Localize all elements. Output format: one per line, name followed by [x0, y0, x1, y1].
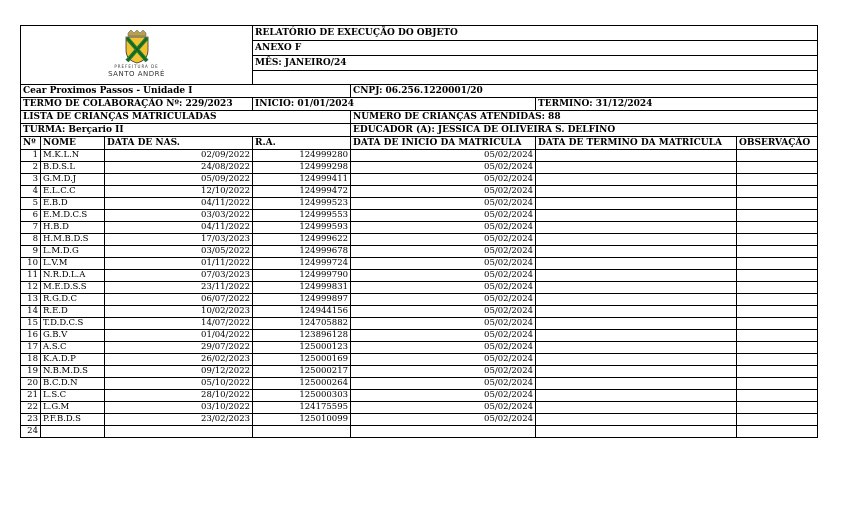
enrollment-end-cell [536, 174, 737, 186]
observation-cell [737, 246, 818, 258]
table-row [21, 186, 818, 198]
enrollment-start-cell: 05/02/2024 [351, 186, 536, 198]
observation-cell [737, 378, 818, 390]
ra-number-cell: 124999553 [253, 210, 351, 222]
observation-cell [737, 234, 818, 246]
unit-name: Cear Proximos Passos - Unidade I [21, 85, 351, 98]
enrollment-start-cell: 05/02/2024 [351, 198, 536, 210]
birth-date-cell: 05/10/2022 [105, 378, 253, 390]
child-name-cell: R.E.D [41, 306, 105, 318]
enrollment-end-cell [536, 246, 737, 258]
enrollment-end-cell [536, 426, 737, 438]
observation-cell [737, 402, 818, 414]
observation-cell [737, 186, 818, 198]
child-name-cell: M.E.D.S.S [41, 282, 105, 294]
logo-cell [21, 26, 253, 85]
birth-date-cell [105, 426, 253, 438]
enrollment-end-cell [536, 294, 737, 306]
educator-name: EDUCADOR (A): JESSICA DE OLIVEIRA S. DELFINO [351, 124, 818, 137]
enrollment-start-cell: 05/02/2024 [351, 378, 536, 390]
observation-cell [737, 210, 818, 222]
row-number-cell: 24 [21, 426, 41, 438]
child-name-cell: N.B.M.D.S [41, 366, 105, 378]
row-number-cell: 22 [21, 402, 41, 414]
cnpj-field: CNPJ: 06.256.1220001/20 [351, 85, 818, 98]
class-name: TURMA: Berçario II [21, 124, 351, 137]
column-header-row [21, 137, 818, 150]
ra-number-cell: 124944156 [253, 306, 351, 318]
ra-number-cell: 125000264 [253, 378, 351, 390]
enrollment-end-cell [536, 366, 737, 378]
col-header-ra: R.A. [253, 137, 351, 150]
col-header-end: DATA DE TERMINO DA MATRICULA [536, 137, 737, 150]
row-number-cell: 1 [21, 150, 41, 162]
birth-date-cell: 28/10/2022 [105, 390, 253, 402]
birth-date-cell: 17/03/2023 [105, 234, 253, 246]
row-number-cell: 13 [21, 294, 41, 306]
child-name-cell: B.D.S.L [41, 162, 105, 174]
coat-of-arms-icon [122, 30, 152, 64]
birth-date-cell: 04/11/2022 [105, 198, 253, 210]
observation-cell [737, 318, 818, 330]
enrollment-end-cell [536, 270, 737, 282]
table-row [21, 306, 818, 318]
ra-number-cell: 124999593 [253, 222, 351, 234]
list-title: LISTA DE CRIANÇAS MATRICULADAS [21, 111, 351, 124]
ra-number-cell: 124999411 [253, 174, 351, 186]
blank-header-cell [253, 71, 818, 85]
ra-number-cell: 125000303 [253, 390, 351, 402]
row-number-cell: 20 [21, 378, 41, 390]
observation-cell [737, 258, 818, 270]
observation-cell [737, 162, 818, 174]
enrollment-start-cell: 05/02/2024 [351, 222, 536, 234]
observation-cell [737, 306, 818, 318]
row-number-cell: 4 [21, 186, 41, 198]
row-number-cell: 23 [21, 414, 41, 426]
enrollment-start-cell: 05/02/2024 [351, 354, 536, 366]
ra-number-cell: 124999298 [253, 162, 351, 174]
enrollment-end-cell [536, 342, 737, 354]
birth-date-cell: 10/02/2023 [105, 306, 253, 318]
row-number-cell: 14 [21, 306, 41, 318]
table-row [21, 426, 818, 438]
birth-date-cell: 01/04/2022 [105, 330, 253, 342]
observation-cell [737, 174, 818, 186]
row-number-cell: 7 [21, 222, 41, 234]
birth-date-cell: 01/11/2022 [105, 258, 253, 270]
birth-date-cell: 29/07/2022 [105, 342, 253, 354]
observation-cell [737, 342, 818, 354]
enrollment-end-cell [536, 186, 737, 198]
enrollment-start-cell: 05/02/2024 [351, 234, 536, 246]
ra-number-cell: 123896128 [253, 330, 351, 342]
child-name-cell: L.S.C [41, 390, 105, 402]
observation-cell [737, 366, 818, 378]
child-name-cell: E.M.D.C.S [41, 210, 105, 222]
report-sheet [20, 25, 817, 438]
enrollment-start-cell: 05/02/2024 [351, 270, 536, 282]
col-header-number: Nº [21, 137, 41, 150]
santo-andre-logo [108, 30, 165, 78]
ra-number-cell: 125000123 [253, 342, 351, 354]
birth-date-cell: 23/02/2023 [105, 414, 253, 426]
enrollment-end-cell [536, 210, 737, 222]
birth-date-cell: 04/11/2022 [105, 222, 253, 234]
row-number-cell: 10 [21, 258, 41, 270]
table-row [21, 222, 818, 234]
observation-cell [737, 270, 818, 282]
child-name-cell: E.B.D [41, 198, 105, 210]
ra-number-cell: 124999523 [253, 198, 351, 210]
child-name-cell: E.L.C.C [41, 186, 105, 198]
start-date: INICIO: 01/01/2024 [253, 98, 536, 111]
enrollment-start-cell: 05/02/2024 [351, 282, 536, 294]
child-name-cell: G.M.D.J [41, 174, 105, 186]
enrollment-start-cell: 05/02/2024 [351, 150, 536, 162]
birth-date-cell: 02/09/2022 [105, 150, 253, 162]
enrollment-start-cell: 05/02/2024 [351, 306, 536, 318]
observation-cell [737, 150, 818, 162]
col-header-start: DATA DE INICIO DA MATRICULA [351, 137, 536, 150]
enrollment-end-cell [536, 222, 737, 234]
child-name-cell: G.B.V [41, 330, 105, 342]
observation-cell [737, 198, 818, 210]
birth-date-cell: 03/10/2022 [105, 402, 253, 414]
col-header-name: NOME [41, 137, 105, 150]
table-row [21, 414, 818, 426]
table-row [21, 402, 818, 414]
observation-cell [737, 354, 818, 366]
child-name-cell: K.A.D.P [41, 354, 105, 366]
children-count: NÚMERO DE CRIANÇAS ATENDIDAS: 88 [351, 111, 818, 124]
child-name-cell: H.B.D [41, 222, 105, 234]
table-row [21, 198, 818, 210]
table-row [21, 246, 818, 258]
enrollment-start-cell: 05/02/2024 [351, 174, 536, 186]
end-date: TERMINO: 31/12/2024 [536, 98, 818, 111]
child-name-cell: R.G.D.C [41, 294, 105, 306]
ra-number-cell: 125010099 [253, 414, 351, 426]
enrollment-start-cell: 05/02/2024 [351, 414, 536, 426]
row-number-cell: 5 [21, 198, 41, 210]
ra-number-cell: 124999280 [253, 150, 351, 162]
row-number-cell: 6 [21, 210, 41, 222]
table-row [21, 282, 818, 294]
ra-number-cell: 125000217 [253, 366, 351, 378]
ra-number-cell: 124999897 [253, 294, 351, 306]
row-number-cell: 19 [21, 366, 41, 378]
ra-number-cell: 124999678 [253, 246, 351, 258]
ra-number-cell: 124999622 [253, 234, 351, 246]
observation-cell [737, 390, 818, 402]
enrollment-end-cell [536, 282, 737, 294]
child-name-cell: L.M.D.G [41, 246, 105, 258]
enrollment-end-cell [536, 234, 737, 246]
enrollment-end-cell [536, 198, 737, 210]
child-name-cell: L.G.M [41, 402, 105, 414]
observation-cell [737, 222, 818, 234]
enrollment-end-cell [536, 306, 737, 318]
table-row [21, 210, 818, 222]
observation-cell [737, 282, 818, 294]
table-row [21, 234, 818, 246]
child-name-cell: H.M.B.D.S [41, 234, 105, 246]
table-row [21, 162, 818, 174]
enrollment-end-cell [536, 390, 737, 402]
annex-label: ANEXO F [253, 41, 818, 56]
table-row [21, 330, 818, 342]
enrollment-end-cell [536, 318, 737, 330]
birth-date-cell: 03/05/2022 [105, 246, 253, 258]
enrollment-end-cell [536, 162, 737, 174]
enrollment-end-cell [536, 258, 737, 270]
enrollment-start-cell: 05/02/2024 [351, 318, 536, 330]
table-row [21, 366, 818, 378]
row-number-cell: 3 [21, 174, 41, 186]
ra-number-cell: 124999790 [253, 270, 351, 282]
row-number-cell: 18 [21, 354, 41, 366]
enrollment-start-cell: 05/02/2024 [351, 162, 536, 174]
observation-cell [737, 294, 818, 306]
table-row [21, 318, 818, 330]
enrollment-end-cell [536, 150, 737, 162]
logo-city-text: SANTO ANDRÉ [108, 70, 165, 78]
report-table [20, 25, 818, 438]
enrollment-start-cell: 05/02/2024 [351, 210, 536, 222]
birth-date-cell: 03/03/2022 [105, 210, 253, 222]
ra-number-cell: 124175595 [253, 402, 351, 414]
table-row [21, 270, 818, 282]
table-row [21, 342, 818, 354]
table-row [21, 378, 818, 390]
enrollment-start-cell: 05/02/2024 [351, 258, 536, 270]
birth-date-cell: 23/11/2022 [105, 282, 253, 294]
enrollment-end-cell [536, 354, 737, 366]
enrollment-end-cell [536, 330, 737, 342]
enrollment-end-cell [536, 414, 737, 426]
row-number-cell: 2 [21, 162, 41, 174]
enrollment-start-cell: 05/02/2024 [351, 366, 536, 378]
ra-number-cell: 124999831 [253, 282, 351, 294]
term-number: TERMO DE COLABORAÇÃO Nº: 229/2023 [21, 98, 253, 111]
ra-number-cell: 124999472 [253, 186, 351, 198]
birth-date-cell: 14/07/2022 [105, 318, 253, 330]
birth-date-cell: 24/08/2022 [105, 162, 253, 174]
table-row [21, 150, 818, 162]
birth-date-cell: 07/03/2023 [105, 270, 253, 282]
row-number-cell: 8 [21, 234, 41, 246]
row-number-cell: 11 [21, 270, 41, 282]
observation-cell [737, 426, 818, 438]
observation-cell [737, 414, 818, 426]
enrollment-end-cell [536, 402, 737, 414]
table-row [21, 390, 818, 402]
child-name-cell: B.C.D.N [41, 378, 105, 390]
month-label: MÊS: JANEIRO/24 [253, 56, 818, 71]
table-row [21, 258, 818, 270]
observation-cell [737, 330, 818, 342]
ra-number-cell [253, 426, 351, 438]
birth-date-cell: 12/10/2022 [105, 186, 253, 198]
table-row [21, 354, 818, 366]
col-header-birth: DATA DE NAS. [105, 137, 253, 150]
ra-number-cell: 124705882 [253, 318, 351, 330]
birth-date-cell: 09/12/2022 [105, 366, 253, 378]
child-name-cell [41, 426, 105, 438]
enrollment-start-cell: 05/02/2024 [351, 330, 536, 342]
row-number-cell: 9 [21, 246, 41, 258]
enrollment-start-cell: 05/02/2024 [351, 402, 536, 414]
logo-prefeitura-text: PREFEITURA DE [114, 64, 159, 69]
child-name-cell: L.V.M [41, 258, 105, 270]
ra-number-cell: 125000169 [253, 354, 351, 366]
row-number-cell: 15 [21, 318, 41, 330]
enrollment-end-cell [536, 378, 737, 390]
enrollment-start-cell [351, 426, 536, 438]
row-number-cell: 16 [21, 330, 41, 342]
report-title: RELATÓRIO DE EXECUÇÃO DO OBJETO [253, 26, 818, 41]
enrollment-start-cell: 05/02/2024 [351, 294, 536, 306]
child-name-cell: T.D.D.C.S [41, 318, 105, 330]
row-number-cell: 17 [21, 342, 41, 354]
row-number-cell: 21 [21, 390, 41, 402]
birth-date-cell: 05/09/2022 [105, 174, 253, 186]
birth-date-cell: 06/07/2022 [105, 294, 253, 306]
table-row [21, 294, 818, 306]
col-header-observation: OBSERVAÇÃO [737, 137, 818, 150]
enrollment-start-cell: 05/02/2024 [351, 342, 536, 354]
birth-date-cell: 26/02/2023 [105, 354, 253, 366]
row-number-cell: 12 [21, 282, 41, 294]
enrollment-start-cell: 05/02/2024 [351, 246, 536, 258]
ra-number-cell: 124999724 [253, 258, 351, 270]
enrollment-start-cell: 05/02/2024 [351, 390, 536, 402]
child-name-cell: P.F.B.D.S [41, 414, 105, 426]
child-name-cell: A.S.C [41, 342, 105, 354]
table-row [21, 174, 818, 186]
child-name-cell: M.K.L.N [41, 150, 105, 162]
child-name-cell: N.R.D.L.A [41, 270, 105, 282]
